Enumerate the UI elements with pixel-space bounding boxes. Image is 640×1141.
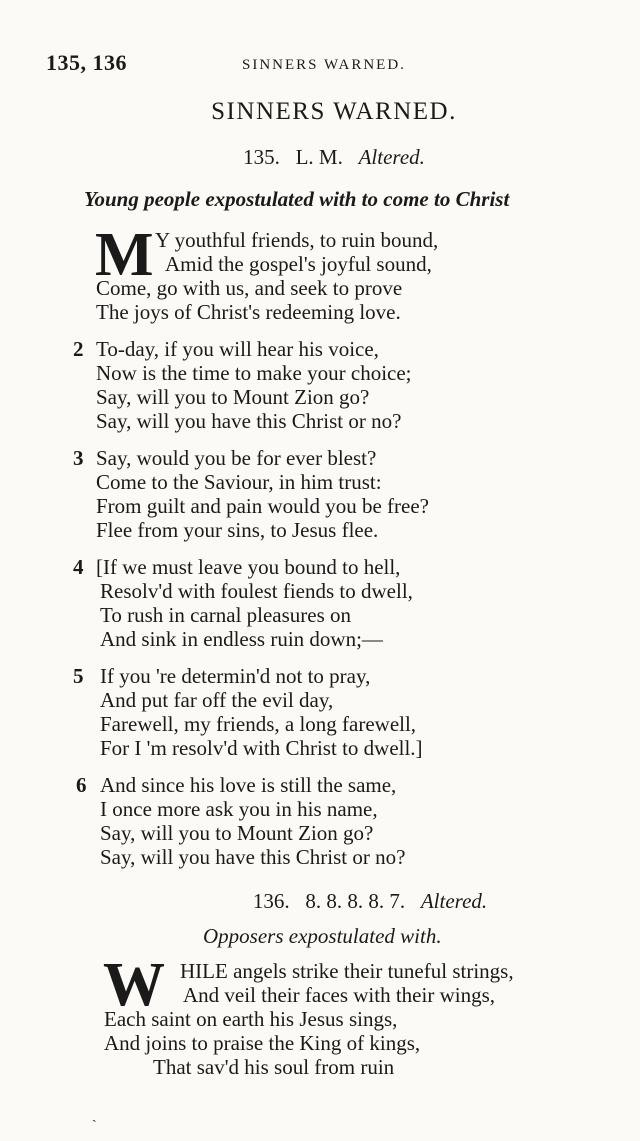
verse-line: Come, go with us, and seek to prove <box>96 276 403 300</box>
hymn-note: Altered. <box>420 889 488 913</box>
running-head <box>46 50 606 80</box>
stanza-number: 3 <box>73 446 84 470</box>
drop-cap: M <box>95 221 153 289</box>
hymn-meter: 8. 8. 8. 8. 7. <box>305 889 406 913</box>
verse-line: And joins to praise the King of kings, <box>104 1031 421 1055</box>
verse-line: For I 'm resolv'd with Christ to dwell.] <box>100 736 423 760</box>
verse-line: HILE angels strike their tuneful strings, <box>180 959 514 983</box>
verse-line: Come to the Saviour, in him trust: <box>96 470 382 494</box>
hymn-subtitle: Young people expostulated with to come to Christ <box>84 187 510 211</box>
verse-line: To-day, if you will hear his voice, <box>96 337 379 361</box>
verse-line: Say, would you be for ever blest? <box>96 446 377 470</box>
hymn-header <box>0 889 640 914</box>
verse-line: From guilt and pain would you be free? <box>96 494 430 518</box>
hymn-number: 136. <box>252 889 290 913</box>
running-title: SINNERS WARNED. <box>242 57 406 73</box>
verse-line: Amid the gospel's joyful sound, <box>165 252 432 276</box>
drop-cap: W <box>103 951 164 1019</box>
verse-line: Each saint on earth his Jesus sings, <box>104 1007 398 1031</box>
stanza-number: 5 <box>73 664 84 688</box>
stanza-number: 6 <box>76 773 87 797</box>
page-numbers: 135, 136 <box>46 50 127 75</box>
verse-line: [If we must leave you bound to hell, <box>96 555 401 579</box>
verse-line: Say, will you to Mount Zion go? <box>96 385 370 409</box>
verse-line: Resolv'd with foulest fiends to dwell, <box>100 579 413 603</box>
section-title: SINNERS WARNED. <box>211 98 457 125</box>
verse-line: And since his love is still the same, <box>100 773 397 797</box>
verse-line: Farewell, my friends, a long farewell, <box>100 712 417 736</box>
verse-line: If you 're determin'd not to pray, <box>100 664 371 688</box>
verse-line: Say, will you to Mount Zion go? <box>100 821 374 845</box>
verse-line: Now is the time to make your choice; <box>96 361 412 385</box>
verse-line: And veil their faces with their wings, <box>183 983 496 1007</box>
verse-line: Y youthful friends, to ruin bound, <box>155 228 439 252</box>
verse-line: Say, will you have this Christ or no? <box>96 409 402 433</box>
verse-line: Flee from your sins, to Jesus flee. <box>96 518 379 542</box>
stanza-number: 2 <box>73 337 84 361</box>
verse-line: The joys of Christ's redeeming love. <box>96 300 401 324</box>
verse-line: And put far off the evil day, <box>100 688 334 712</box>
verse-line: I once more ask you in his name, <box>100 797 378 821</box>
hymn-meter: L. M. <box>295 145 343 169</box>
verse-line: To rush in carnal pleasures on <box>100 603 352 627</box>
corner-mark: ˎ <box>92 1108 97 1123</box>
hymn-header <box>0 145 640 170</box>
hymn-number: 135. <box>243 145 280 169</box>
verse-line: That sav'd his soul from ruin <box>153 1055 395 1079</box>
stanza-number: 4 <box>73 555 84 579</box>
verse-line: And sink in endless ruin down;— <box>100 627 383 651</box>
hymn-note: Altered. <box>358 145 425 169</box>
verse-line: Say, will you have this Christ or no? <box>100 845 406 869</box>
hymn-subtitle: Opposers expostulated with. <box>203 924 442 948</box>
